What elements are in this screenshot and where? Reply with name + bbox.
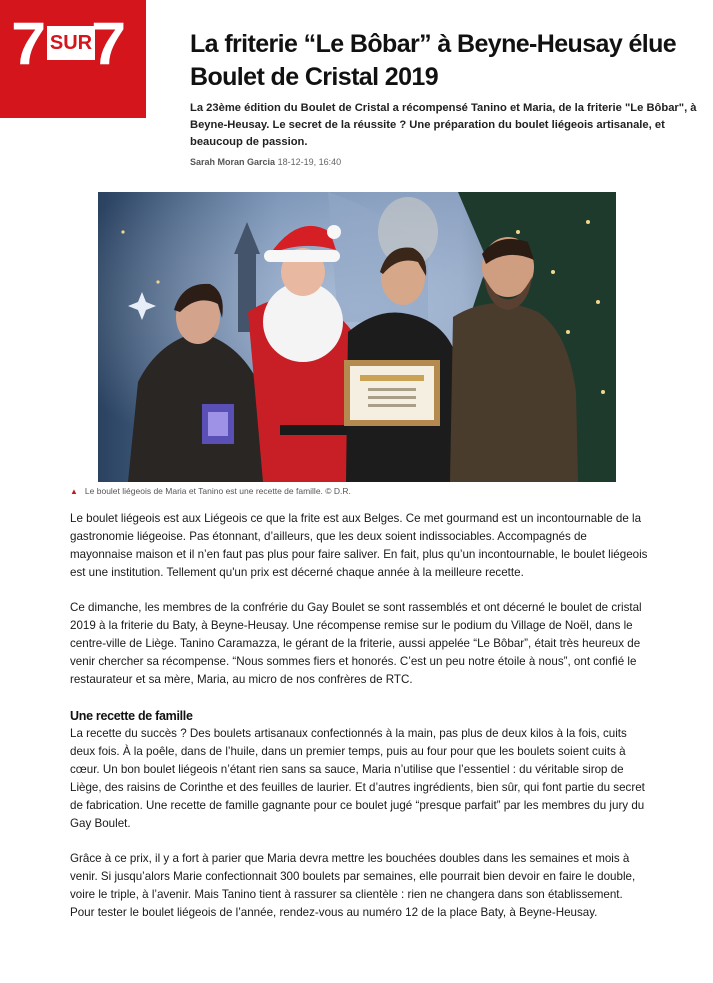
logo-seven-left: 7	[11, 10, 47, 77]
caption-triangle-icon: ▲	[70, 487, 78, 496]
body-paragraph-1: Le boulet liégeois est aux Liégeois ce que la frite est aux Belges. Ce met gourmand est un incontournable de la gastronomie liégeoise. Pas étonnant, d’ailleurs, que les deux soient indissociables. Accompagnés de mayonnaise maison et il n’en faut pas plus pour faire saliver. En fait, plus qu’un incontournable, le boulet liégeois est une institution. Tellement qu'un prix est décerné chaque année à la meilleure recette.	[70, 512, 648, 580]
article-photo-illustration	[98, 192, 616, 482]
photo-caption	[70, 486, 351, 496]
article-lead: La 23ème édition du Boulet de Cristal a récompensé Tanino et Maria, de la friterie "Le Bôbar", à Beyne-Heusay. Le secret de la réussite ? Une préparation du boulet liégeois artisanale, et beaucoup de passion.	[190, 102, 697, 148]
logo-seven-right: 7	[91, 10, 127, 77]
body-paragraph-2: Ce dimanche, les membres de la confrérie du Gay Boulet se sont rassemblés et ont décerné le boulet de cristal 2019 à la friterie du Baty, à Beyne-Heusay. Une récompense remise sur le podium du Village de Noël, dans le centre-ville de Liège. Tanino Caramazza, le gérant de la friterie, aussi appelée “Le Bôbar”, était très heureux de venir chercher sa récompense. “Nous sommes fiers et honorés. C’est un peu notre étoile à nous”, ont confié le restaurateur et sa mère, Maria, au micro de nos confrères de RTC.	[70, 601, 642, 687]
section-heading: Une recette de famille	[70, 709, 193, 723]
caption-text: Le boulet liégeois de Maria et Tanino est une recette de famille. © D.R.	[84, 486, 351, 496]
byline	[190, 157, 341, 167]
author-name[interactable]: Sarah Moran Garcia	[190, 157, 276, 167]
site-logo[interactable]	[0, 0, 146, 118]
body-paragraph-3: La recette du succès ? Des boulets artisanaux confectionnés à la main, pas plus de deux kilos à la fois, cuits deux fois. À la poêle, dans de l’huile, dans un premier temps, puis au four pour que les boulets soient cuits à cœur. Un bon boulet liégeois n’étant rien sans sa sauce, Maria n’utilise que l’essentiel : du véritable sirop de Liège, des raisins de Corinthe et des feuilles de laurier. Et d’autres ingrédients, bien sûr, qui font partie du secret de fabrication. Une recette de famille gagnante pour ce boulet jugé “presque parfait” par les membres du jury du Gay Boulet.	[70, 727, 645, 831]
article-title: La friterie “Le Bôbar” à Beyne-Heusay élue Boulet de Cristal 2019	[190, 30, 677, 91]
body-paragraph-4: Grâce à ce prix, il y a fort à parier que Maria devra mettre les bouchées doubles dans les semaines et mois à venir. Si jusqu’alors Marie confectionnait 300 boulets par semaines, elle pourrait bien devoir en faire le double, voire le triple, à l’avenir. Mais Tanino tient à rassurer sa clientèle : rien ne changera dans son établissement. Pour tester le boulet liégeois de l’année, rendez-vous au numéro 12 de la place Baty, à Beyne-Heusay.	[70, 852, 636, 920]
publish-date: 18-12-19, 16:40	[277, 157, 342, 167]
article-photo	[98, 192, 616, 482]
logo-sur: SUR	[47, 26, 95, 60]
